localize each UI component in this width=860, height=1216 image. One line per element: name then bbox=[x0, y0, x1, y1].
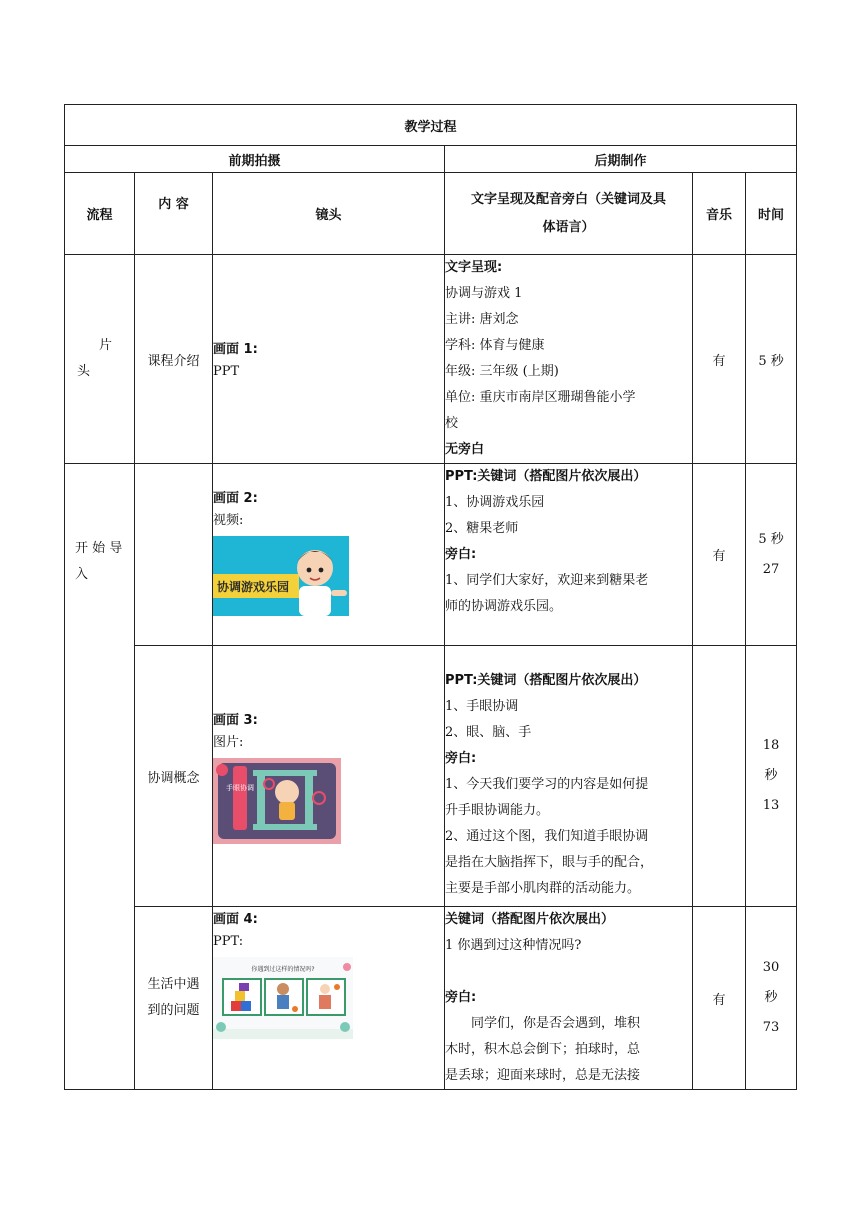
shot-cell bbox=[213, 907, 445, 1090]
shot-subtitle: 图片: bbox=[213, 735, 244, 750]
thumb-caption: 协调游戏乐园 bbox=[217, 580, 290, 594]
text-cell bbox=[445, 255, 693, 464]
ppt-thumbnail-image bbox=[213, 957, 353, 1039]
time-line1: 5 秒 bbox=[758, 531, 784, 547]
text-line: 旁白: bbox=[445, 990, 477, 1005]
time-line2: 27 bbox=[762, 561, 780, 577]
content-cell bbox=[135, 464, 213, 646]
time-line2: 秒 bbox=[764, 990, 778, 1005]
col-header-text-line1: 文字呈现及配音旁白（关键词及具 bbox=[470, 191, 666, 207]
flow-cell-opening bbox=[65, 464, 135, 1090]
content-cell: 协调概念 bbox=[135, 646, 213, 907]
video-thumbnail-image bbox=[213, 536, 349, 616]
col-header-music: 音乐 bbox=[693, 173, 746, 255]
flow-cell-intro bbox=[65, 255, 135, 464]
shot-cell bbox=[213, 255, 445, 464]
text-line: 主要是手部小肌肉群的活动能力。 bbox=[445, 881, 641, 896]
time-line1: 18 bbox=[762, 738, 780, 753]
shot-title: 画面 2: bbox=[213, 491, 258, 506]
text-line: 1、手眼协调 bbox=[445, 699, 519, 714]
text-line: 协调与游戏 1 bbox=[445, 286, 523, 301]
flow-label-line1: 片 bbox=[99, 338, 113, 353]
text-line: 关键词（搭配图片依次展出） bbox=[445, 912, 615, 927]
phase-pre-shooting: 前期拍摄 bbox=[65, 146, 445, 173]
flow-label-line2: 入 bbox=[75, 567, 89, 582]
shot-subtitle: 视频: bbox=[213, 513, 244, 528]
text-line: 师的协调游戏乐园。 bbox=[445, 599, 563, 614]
text-line-blank bbox=[445, 959, 692, 985]
text-line: 2、通过这个图，我们知道手眼协调 bbox=[445, 829, 649, 844]
text-line: 2、糖果老师 bbox=[445, 521, 519, 536]
time-line2: 秒 bbox=[764, 768, 778, 783]
text-line: 2、眼、脑、手 bbox=[445, 725, 532, 740]
text-line: 1、今天我们要学习的内容是如何提 bbox=[445, 777, 649, 792]
text-cell bbox=[445, 907, 693, 1090]
shot-cell bbox=[213, 646, 445, 907]
text-line: 主讲: 唐刘念 bbox=[445, 312, 519, 327]
thumb-caption: 你遇到过这样的情况吗? bbox=[251, 966, 315, 973]
shot-title: 画面 4: bbox=[213, 912, 258, 927]
time-line3: 13 bbox=[762, 798, 780, 813]
text-line: 1、协调游戏乐园 bbox=[445, 495, 545, 510]
col-header-text-line2: 体语言） bbox=[542, 219, 595, 235]
shot-cell bbox=[213, 464, 445, 646]
text-line: 木时，积木总会倒下；拍球时，总 bbox=[445, 1042, 641, 1057]
shot-subtitle: PPT bbox=[213, 364, 240, 379]
col-header-time: 时间 bbox=[746, 173, 797, 255]
flow-label-line2: 头 bbox=[77, 364, 91, 379]
teaching-process-table bbox=[64, 104, 797, 1090]
music-cell: 有 bbox=[693, 907, 746, 1090]
music-cell bbox=[693, 646, 746, 907]
shot-title: 画面 1: bbox=[213, 342, 258, 357]
text-line: 旁白: bbox=[445, 547, 477, 562]
text-cell bbox=[445, 646, 693, 907]
text-line: 是指在大脑指挥下，眼与手的配合， bbox=[445, 855, 654, 870]
time-cell: 5 秒 bbox=[746, 255, 797, 464]
text-line: 是丢球；迎面来球时，总是无法接 bbox=[445, 1068, 641, 1083]
content-line1: 生活中遇 bbox=[147, 977, 200, 992]
text-line: PPT:关键词（搭配图片依次展出） bbox=[445, 469, 647, 484]
text-line: 升手眼协调能力。 bbox=[445, 803, 550, 818]
table-title: 教学过程 bbox=[65, 105, 797, 146]
shot-subtitle: PPT: bbox=[213, 934, 244, 949]
col-header-content: 内 容 bbox=[135, 173, 213, 255]
text-line: 无旁白 bbox=[445, 442, 485, 457]
text-line: 单位: 重庆市南岸区珊瑚鲁能小学 bbox=[445, 390, 636, 405]
phase-post-production: 后期制作 bbox=[445, 146, 797, 173]
thumb-caption: 手眼协调 bbox=[226, 784, 254, 792]
flow-label-line1: 开 始 导 bbox=[75, 541, 123, 556]
picture-thumbnail-image bbox=[213, 758, 341, 844]
text-line: 1 你遇到过这种情况吗? bbox=[445, 938, 582, 953]
content-cell: 课程介绍 bbox=[135, 255, 213, 464]
text-line: 校 bbox=[445, 416, 459, 431]
text-line: 文字呈现: bbox=[445, 260, 503, 275]
content-cell bbox=[135, 907, 213, 1090]
time-line1: 30 bbox=[762, 960, 780, 975]
text-line: 旁白: bbox=[445, 751, 477, 766]
time-cell bbox=[746, 907, 797, 1090]
time-cell bbox=[746, 464, 797, 646]
text-line: PPT:关键词（搭配图片依次展出） bbox=[445, 673, 647, 688]
music-cell: 有 bbox=[693, 255, 746, 464]
text-line: 1、同学们大家好，欢迎来到糖果老 bbox=[445, 573, 649, 588]
text-line: 同学们，你是否会遇到，堆积 bbox=[471, 1016, 641, 1031]
time-cell bbox=[746, 646, 797, 907]
col-header-text bbox=[445, 173, 693, 255]
text-line: 学科: 体育与健康 bbox=[445, 338, 545, 353]
text-line: 年级: 三年级 (上期) bbox=[445, 364, 559, 379]
text-cell bbox=[445, 464, 693, 646]
col-header-flow: 流程 bbox=[65, 173, 135, 255]
content-line2: 到的问题 bbox=[147, 1003, 200, 1018]
time-line3: 73 bbox=[762, 1020, 780, 1035]
music-cell: 有 bbox=[693, 464, 746, 646]
col-header-shot: 镜头 bbox=[213, 173, 445, 255]
shot-title: 画面 3: bbox=[213, 713, 258, 728]
